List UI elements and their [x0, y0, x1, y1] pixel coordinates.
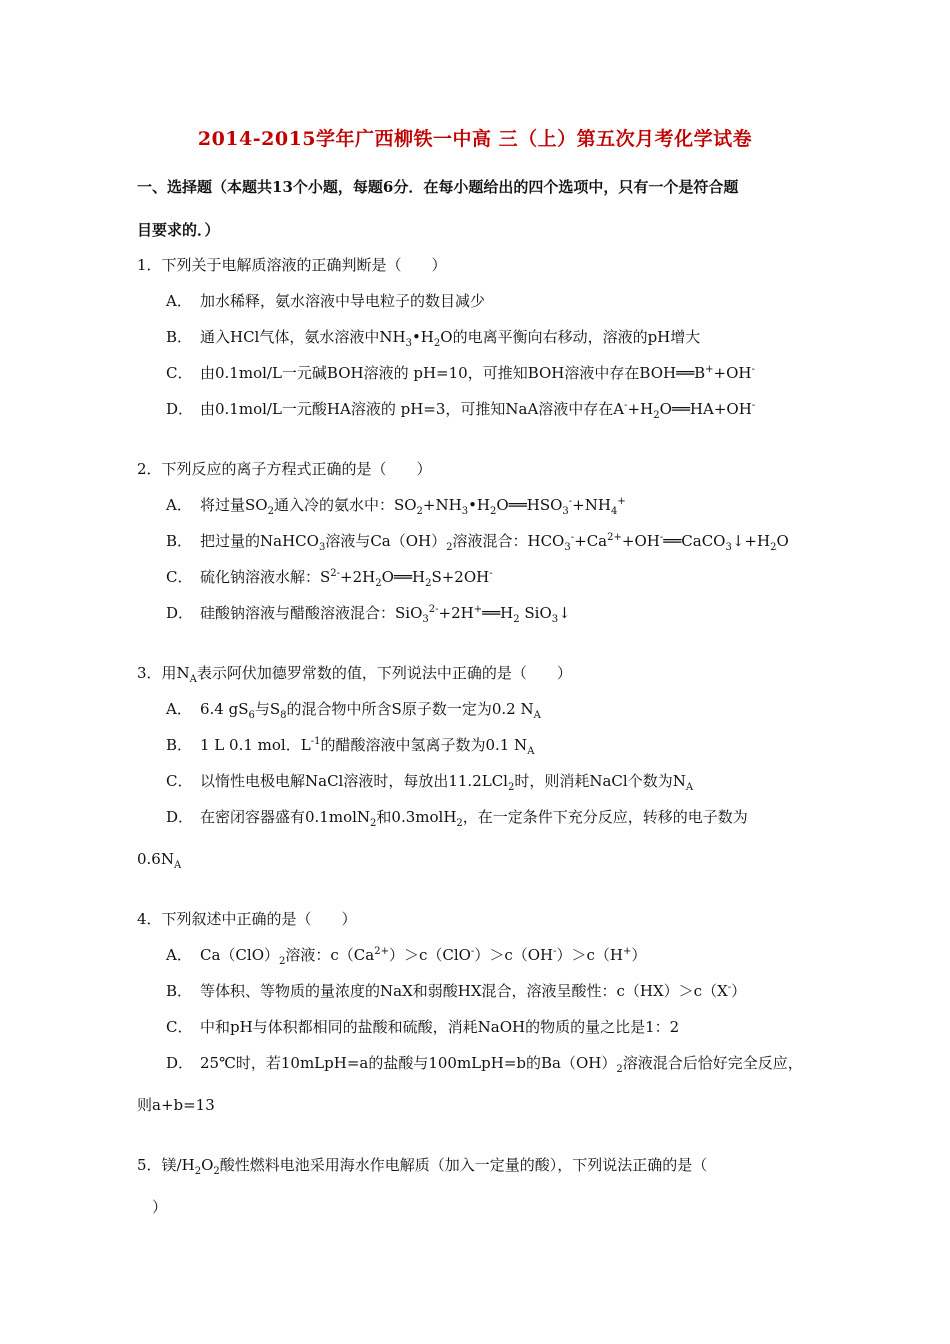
subscript: 3	[564, 542, 571, 553]
question-4-option-c	[166, 1018, 679, 1036]
option-text: +NH	[422, 496, 462, 514]
subscript: A	[173, 860, 182, 871]
superscript: -	[568, 496, 573, 507]
option-text: ↓+H	[731, 532, 771, 550]
question-3-stem	[137, 664, 572, 685]
option-label: B．	[166, 532, 193, 550]
option-label: A．	[166, 496, 192, 514]
superscript: -	[489, 568, 493, 579]
option-text: O══HSO	[496, 496, 563, 514]
superscript: 2+	[374, 946, 389, 957]
subscript: 4	[610, 506, 618, 517]
stem-text: 5．镁/H	[137, 1156, 195, 1174]
option-text: 的醋酸溶液中氢离子数为0.1 N	[320, 736, 528, 754]
superscript: -	[570, 532, 575, 543]
option-text: 加水稀释，氨水溶液中导电粒子的数目减少	[200, 292, 486, 310]
subscript: 3	[562, 506, 569, 517]
subscript: 6	[248, 710, 255, 721]
subscript: 2	[279, 956, 286, 967]
superscript: -	[624, 400, 628, 411]
subscript: 2	[267, 506, 274, 517]
option-text: 在密闭容器盛有0.1molN	[200, 808, 371, 826]
superscript: +	[473, 604, 483, 615]
option-label: A．	[166, 946, 192, 964]
option-text: ）	[631, 946, 647, 964]
option-text: ）＞c（OH	[474, 946, 554, 964]
option-label: B．	[166, 982, 193, 1000]
question-1-option-d	[166, 400, 756, 421]
subscript: 2	[616, 1064, 623, 1075]
question-4-option-d-continued: 则a+b=13	[137, 1096, 215, 1114]
superscript: -	[470, 946, 475, 957]
subscript: 2	[370, 818, 377, 829]
superscript: 2-	[428, 604, 439, 615]
option-text: +H	[627, 400, 654, 418]
option-text: ）＞c（H	[556, 946, 623, 964]
superscript: -	[751, 400, 756, 411]
option-text: 由0.1mol/L一元酸HA溶液的 pH=3，可推知NaA溶液中存在A	[200, 400, 625, 418]
subscript: 3	[461, 506, 469, 517]
option-text: 硫化钠溶液水解：S	[200, 568, 331, 586]
option-text: ══H	[482, 604, 514, 622]
option-text: +OH	[621, 532, 660, 550]
option-text: O的电离平衡向右移动，溶液的pH增大	[440, 328, 701, 346]
superscript: -	[659, 532, 664, 543]
option-label: D．	[166, 1054, 194, 1072]
option-text: 25℃时，若10mLpH=a的盐酸与100mLpH=b的Ba（OH）	[200, 1054, 617, 1072]
option-text: ）＞c（ClO	[388, 946, 471, 964]
question-1-stem: 1．下列关于电解质溶液的正确判断是（ ）	[137, 256, 447, 274]
option-label: D．	[166, 808, 194, 826]
question-3-option-d-continued	[137, 850, 182, 871]
subscript: 2	[425, 578, 432, 589]
option-text: 等体积、等物质的量浓度的NaX和弱酸HX混合，溶液呈酸性：c（HX）＞c（X	[200, 982, 728, 1000]
question-4-stem: 4．下列叙述中正确的是（ ）	[137, 910, 357, 928]
option-text: +Ca	[574, 532, 608, 550]
option-text: O	[776, 532, 789, 550]
question-1-option-a	[166, 292, 485, 310]
subscript: 2	[513, 614, 520, 625]
question-1-option-c	[166, 364, 755, 382]
subscript: A	[527, 746, 535, 757]
option-text: 通入冷的氨水中：SO	[273, 496, 417, 514]
subscript: 3	[318, 542, 326, 553]
subscript: 3	[422, 614, 429, 625]
question-3-option-d	[166, 808, 748, 829]
option-label: B．	[166, 736, 193, 754]
option-text: •H	[411, 328, 434, 346]
stem-text: 3．用N	[137, 664, 190, 682]
question-5-stem-continued: ）	[137, 1198, 168, 1216]
option-text: 中和pH与体积都相同的盐酸和硫酸，消耗NaOH的物质的量之比是1：2	[200, 1018, 680, 1036]
question-4-option-d	[166, 1054, 803, 1075]
question-2-option-a	[166, 496, 626, 517]
section-heading-line-1: 一、选择题（本题共13个小题，每题6分．在每小题给出的四个选项中，只有一个是符合题	[137, 178, 739, 196]
option-label: B．	[166, 328, 193, 346]
stem-text: 表示阿伏加德罗常数的值，下列说法中正确的是（ ）	[196, 664, 572, 682]
option-label: C．	[166, 364, 193, 382]
section-heading-cont	[137, 221, 827, 239]
option-text: +2H	[438, 604, 474, 622]
section-heading	[137, 178, 827, 196]
option-text: 由0.1mol/L一元碱BOH溶液的 pH=10，可推知BOH溶液中存在BOH══B	[200, 364, 706, 382]
page-title: 2014-2015学年广西柳铁一中高 三（上）第五次月考化学试卷	[197, 128, 753, 150]
option-label: D．	[166, 604, 194, 622]
superscript: 2+	[607, 532, 622, 543]
option-text: 0.6N	[137, 850, 174, 868]
subscript: 3	[725, 542, 732, 553]
subscript: 8	[280, 710, 287, 721]
section-heading-line-2: 目要求的．）	[137, 221, 220, 239]
superscript: -	[727, 982, 732, 993]
option-text: O══H	[381, 568, 426, 586]
subscript: A	[685, 782, 694, 793]
option-text: 时，则消耗NaCl个数为N	[514, 772, 686, 790]
subscript: 3	[405, 338, 412, 349]
option-text: +2H	[340, 568, 376, 586]
option-text: ↓	[558, 604, 571, 622]
option-text: O══HA+OH	[659, 400, 752, 418]
option-text: 硅酸钠溶液与醋酸溶液混合：SiO	[200, 604, 423, 622]
superscript: -	[553, 946, 557, 957]
option-label: C．	[166, 568, 193, 586]
option-label: A．	[166, 700, 192, 718]
option-text: ，在一定条件下充分反应，转移的电子数为	[462, 808, 748, 826]
subscript: 2	[375, 578, 382, 589]
option-text: ）	[731, 982, 747, 1000]
option-text: 和0.3molH	[376, 808, 457, 826]
question-2-option-b	[166, 532, 789, 553]
question-2-option-c	[166, 568, 493, 589]
option-text: SiO	[519, 604, 552, 622]
subscript: 3	[551, 614, 559, 625]
option-label: C．	[166, 1018, 193, 1036]
option-text: 把过量的NaHCO	[200, 532, 319, 550]
option-label: D．	[166, 400, 194, 418]
option-text: •H	[468, 496, 490, 514]
superscript: 2-	[330, 568, 341, 579]
subscript: 2	[653, 410, 660, 421]
subscript: 2	[456, 818, 463, 829]
superscript: +	[622, 946, 632, 957]
subscript: 2	[213, 1166, 220, 1177]
superscript: -	[751, 364, 755, 375]
question-3-option-b	[166, 736, 535, 757]
option-label: A．	[166, 292, 192, 310]
stem-text: 酸性燃料电池采用海水作电解质（加入一定量的酸），下列说法正确的是（	[219, 1156, 708, 1174]
question-1-option-b	[166, 328, 701, 349]
option-label: C．	[166, 772, 193, 790]
question-2-option-d	[166, 604, 571, 625]
option-text: 1 L 0.1 mol．L	[200, 736, 311, 754]
subscript: A	[189, 674, 197, 685]
subscript: 2	[194, 1166, 202, 1177]
option-text: ══CaCO	[663, 532, 726, 550]
option-text: 6.4 gS	[200, 700, 249, 718]
question-3-option-c	[166, 772, 694, 793]
option-text: +OH	[713, 364, 752, 382]
question-4-option-a	[166, 946, 647, 967]
stem-text: O	[201, 1156, 214, 1174]
option-text: 以惰性电极电解NaCl溶液时，每放出11.2LCl	[200, 772, 508, 790]
option-text: 溶液混合：HCO	[452, 532, 565, 550]
question-4-option-b	[166, 982, 746, 1000]
subscript: 2	[490, 506, 497, 517]
option-text: 的混合物中所含S原子数一定为0.2 N	[286, 700, 534, 718]
subscript: 2	[416, 506, 423, 517]
option-text: S+2OH	[431, 568, 490, 586]
subscript: 2	[770, 542, 777, 553]
superscript: -1	[310, 736, 321, 747]
question-5-stem	[137, 1156, 708, 1177]
option-text: 与S	[254, 700, 281, 718]
superscript: +	[705, 364, 714, 375]
question-3-option-a	[166, 700, 541, 721]
option-text: 溶液与Ca（OH）	[325, 532, 447, 550]
superscript: +	[617, 496, 626, 507]
option-text: Ca（ClO）	[200, 946, 279, 964]
option-text: 溶液：c（Ca	[285, 946, 375, 964]
subscript: 2	[507, 782, 515, 793]
option-text: 通入HCl气体，氨水溶液中NH	[200, 328, 406, 346]
subscript: 2	[433, 338, 441, 349]
option-text: 将过量SO	[200, 496, 268, 514]
option-text: 溶液混合后恰好完全反应，	[622, 1054, 803, 1072]
subscript: A	[533, 710, 541, 721]
question-2-stem: 2．下列反应的离子方程式正确的是（ ）	[137, 460, 432, 478]
option-text: +NH	[572, 496, 611, 514]
subscript: 2	[446, 542, 453, 553]
